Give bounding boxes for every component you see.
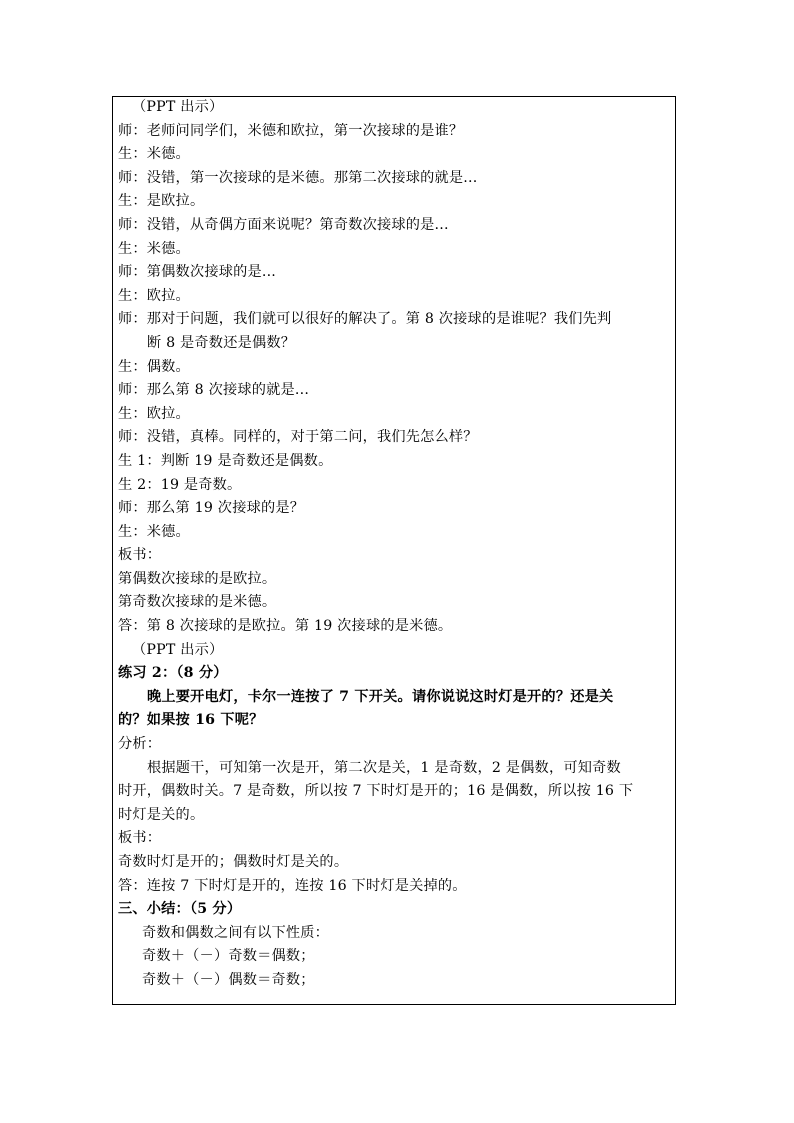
dialogue-line: 生：米德。 [118,523,190,540]
dialogue-line: 生 1：判断 19 是奇数还是偶数。 [118,452,333,469]
board-label: 板书： [118,830,162,847]
dialogue-line: 师：没错，真棒。同样的，对于第二问，我们先怎么样？ [118,429,478,446]
answer-line: 答：第 8 次接球的是欧拉。第 19 次接球的是米德。 [118,618,453,635]
dialogue-line: 生：米德。 [118,240,190,257]
dialogue-line: 师：那么第 19 次接球的是？ [118,500,305,517]
analysis-text: 时开，偶数时关。7 是奇数，所以按 7 下时灯是开的；16 是偶数，所以按 16 下 [118,783,634,800]
board-label: 板书： [118,547,162,564]
dialogue-line: 生：偶数。 [118,358,190,375]
dialogue-line: 生：欧拉。 [118,405,190,422]
summary-heading: 三、小结：（5 分） [118,901,242,918]
exercise-heading: 练习 2：（8 分） [118,665,228,682]
dialogue-line: 师：那对于问题，我们就可以很好的解决了。第 8 次接球的是谁呢？我们先判 [118,311,612,328]
dialogue-line: 师：老师问同学们，米德和欧拉，第一次接球的是谁？ [118,122,464,139]
dialogue-line: 生 2：19 是奇数。 [118,476,242,493]
analysis-text: 时灯是关的。 [118,806,205,823]
dialogue-line: 生：欧拉。 [118,287,190,304]
answer-line: 答：连按 7 下时灯是开的，连按 16 下时灯是关掉的。 [118,877,467,894]
board-line: 第奇数次接球的是米德。 [118,594,277,611]
dialogue-line: 师：没错，第一次接球的是米德。那第二次接球的就是... [118,169,478,186]
dialogue-line: 师：那么第 8 次接球的就是... [118,382,310,399]
dialogue-line-continued: 断 8 是奇数还是偶数？ [147,334,296,351]
board-line: 奇数时灯是开的；偶数时灯是关的。 [118,854,349,870]
dialogue-line: 师：第偶数次接球的是... [118,264,277,281]
dialogue-line: 师：没错，从奇偶方面来说呢？第奇数次接球的是... [118,216,449,233]
ppt-note: （PPT 出示） [132,641,224,658]
exercise-question: 晚上要开电灯，卡尔一连按了 7 下开关。请你说说这时灯是开的？还是关 [147,688,614,705]
ppt-note: （PPT 出示） [132,99,224,115]
dialogue-line: 生：是欧拉。 [118,193,205,210]
summary-rule: 奇数＋（－）奇数＝偶数； [142,948,315,965]
analysis-label: 分析： [118,736,162,753]
exercise-question-continued: 的？如果按 16 下呢？ [118,712,264,729]
summary-rule: 奇数＋（－）偶数＝奇数； [142,971,315,988]
board-line: 第偶数次接球的是欧拉。 [118,570,277,587]
analysis-text: 根据题干，可知第一次是开，第二次是关，1 是奇数，2 是偶数，可知奇数 [147,759,621,776]
dialogue-line: 生：米德。 [118,146,190,163]
lesson-content [118,96,674,993]
summary-text: 奇数和偶数之间有以下性质： [142,924,330,941]
